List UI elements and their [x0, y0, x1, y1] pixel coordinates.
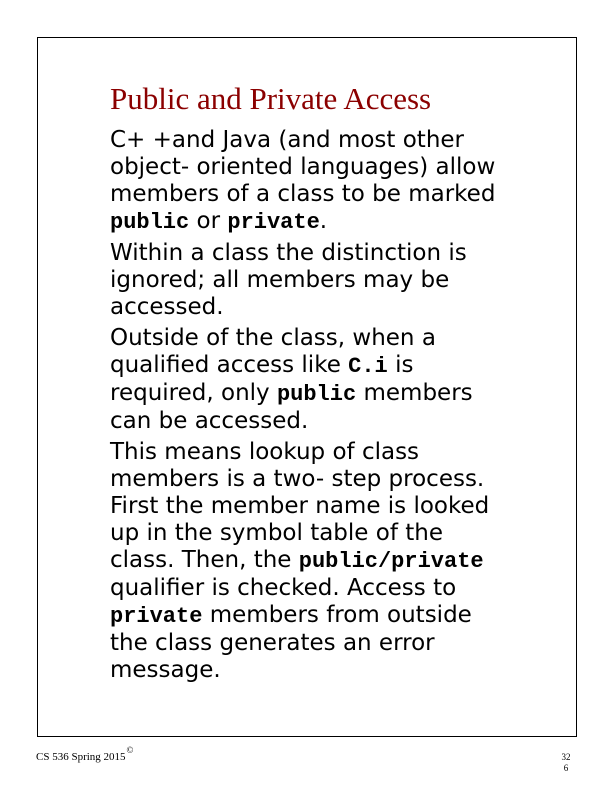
- text-line: message.: [110, 657, 221, 683]
- text-line: [110, 352, 570, 380]
- text-line: ignored; all members may be: [110, 267, 450, 293]
- code-keyword: private: [227, 210, 320, 235]
- text-line: [110, 602, 570, 630]
- text-line: [110, 547, 570, 575]
- text-line: up in the symbol table of the: [110, 520, 443, 546]
- text-fragment: required, only: [110, 380, 277, 406]
- text-line: [110, 380, 570, 408]
- footer-course: [36, 745, 133, 763]
- text-fragment: class. Then, the: [110, 547, 299, 573]
- code-keyword: public/private: [298, 549, 484, 574]
- code-keyword: private: [110, 604, 203, 629]
- text-line: accessed.: [110, 294, 224, 320]
- text-line: Outside of the class, when a: [110, 325, 436, 351]
- text-fragment: or: [189, 208, 228, 234]
- code-keyword: public: [110, 210, 190, 235]
- text-line: can be accessed.: [110, 408, 309, 434]
- page-number-top: 32: [561, 752, 571, 762]
- paragraph-3: [110, 325, 570, 435]
- slide-title: Public and Private Access: [110, 81, 432, 116]
- slide-body: [110, 127, 570, 688]
- text-line: object- oriented languages) allow: [110, 154, 496, 180]
- paragraph-2: [110, 240, 570, 321]
- paragraph-4: [110, 439, 570, 684]
- text-line: members is a two- step process.: [110, 466, 485, 492]
- text-fragment: is: [387, 352, 414, 378]
- page-number-bottom: 6: [563, 763, 569, 773]
- page-number: [556, 752, 576, 774]
- text-line: C+ +and Java (and most other: [110, 127, 465, 153]
- text-fragment: qualified access like: [110, 352, 349, 378]
- text-line: [110, 208, 570, 236]
- copyright-mark: ©: [126, 745, 134, 755]
- course-label: CS 536 Spring 2015: [36, 751, 126, 763]
- text-line: This means lookup of class: [110, 439, 420, 465]
- text-line: the class generates an error: [110, 630, 435, 656]
- code-keyword: public: [276, 382, 357, 407]
- text-line: Within a class the distinction is: [110, 240, 467, 266]
- text-line: members of a class to be marked: [110, 181, 496, 207]
- text-line: First the member name is looked: [110, 493, 490, 519]
- text-line: qualifier is checked. Access to: [110, 575, 457, 601]
- text-fragment: members from outside: [202, 602, 472, 628]
- paragraph-1: [110, 127, 570, 236]
- code-keyword: C.i: [348, 354, 388, 379]
- text-fragment: members: [356, 380, 473, 406]
- text-fragment: .: [319, 208, 328, 234]
